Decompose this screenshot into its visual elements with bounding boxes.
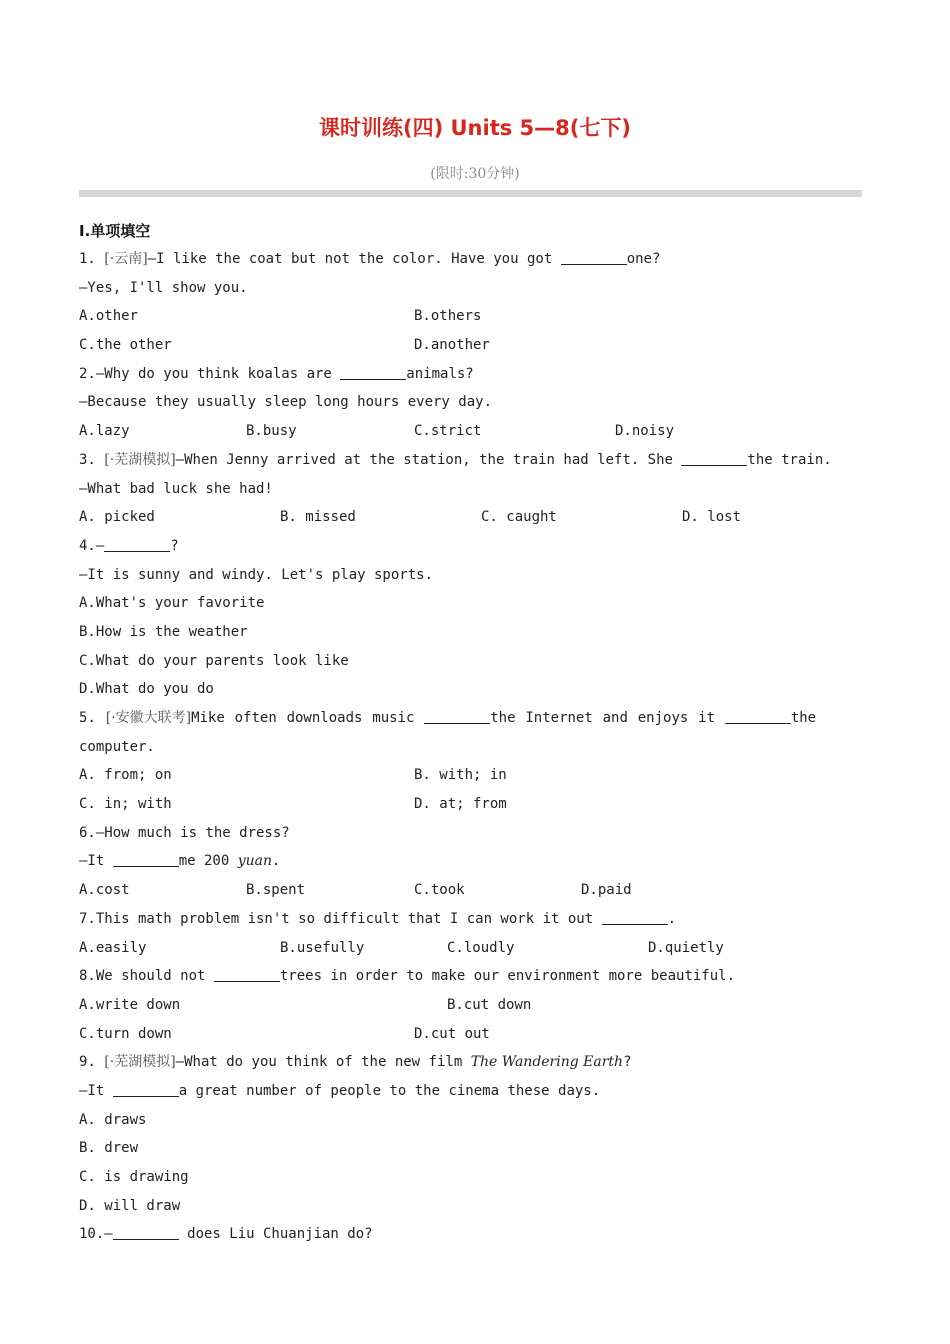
option-d: D.noisy: [615, 423, 675, 440]
option-a: A. picked: [79, 509, 155, 526]
question-list: [79, 245, 879, 1249]
option-c: C.turn down: [79, 1025, 172, 1042]
answer-blank: [113, 1224, 179, 1240]
question-5-options-cd: [79, 790, 879, 819]
question-7-options: [79, 934, 879, 963]
question-10: 10.— does Liu Chuanjian do?: [79, 1226, 373, 1243]
question-6: 6.—How much is the dress?: [79, 824, 290, 841]
answer-blank: [602, 909, 668, 925]
question-4: 4.— ?: [79, 537, 179, 554]
option-a: A.What's your favorite: [79, 595, 265, 612]
section-heading: Ⅰ.单项填空: [79, 222, 151, 240]
option-b: B. with; in: [414, 767, 507, 784]
answer-blank: [104, 536, 170, 552]
answer-blank: [681, 450, 747, 466]
film-title: The Wandering Earth: [470, 1054, 624, 1071]
question-9-answer: —It a great number of people to the cinema these days.: [79, 1082, 601, 1099]
question-2-answer: —Because they usually sleep long hours every day.: [79, 394, 493, 411]
option-d: D. lost: [682, 509, 742, 526]
option-a: A. draws: [79, 1111, 147, 1128]
question-5-options-ab: [79, 761, 879, 790]
option-b: B.busy: [246, 423, 297, 440]
question-1: 1. [·云南]—I like the coat but not the color. Have you got one?: [79, 251, 661, 267]
option-a: A.write down: [79, 996, 181, 1013]
answer-blank: [424, 708, 490, 724]
question-5: 5. [·安徽大联考]Mike often downloads music the Internet and enjoys it the: [79, 710, 817, 726]
question-3: 3. [·芜湖模拟]—When Jenny arrived at the station, the train had left. She the train.: [79, 451, 832, 468]
question-6-answer: —It me 200 yuan.: [79, 853, 281, 870]
option-c: C. caught: [481, 509, 557, 526]
time-limit: (限时:30分钟): [430, 166, 520, 182]
answer-blank: [561, 249, 627, 265]
question-2: 2.—Why do you think koalas are animals?: [79, 365, 474, 382]
answer-blank: [113, 851, 179, 867]
answer-blank: [113, 1081, 179, 1097]
header-divider: [79, 190, 862, 197]
question-8-options-cd: [79, 1020, 879, 1049]
option-b: B.How is the weather: [79, 623, 248, 640]
question-8: 8.We should not trees in order to make our environment more beautiful.: [79, 968, 736, 985]
option-d: D.another: [414, 337, 490, 354]
source-tag: [·安徽大联考]: [105, 710, 192, 726]
option-c: C.What do your parents look like: [79, 652, 349, 669]
question-9: 9. [·芜湖模拟]—What do you think of the new film The Wandering Earth?: [79, 1054, 632, 1071]
source-tag: [·芜湖模拟]: [104, 1054, 176, 1071]
option-c: C. is drawing: [79, 1169, 189, 1185]
option-b: B.spent: [246, 882, 306, 899]
source-tag: [·芜湖模拟]: [104, 451, 176, 468]
question-3-options: [79, 503, 879, 532]
option-b: B. missed: [280, 509, 356, 526]
question-8-options-ab: [79, 991, 879, 1020]
question-1-answer: —Yes, I'll show you.: [79, 279, 248, 296]
option-a: A. from; on: [79, 767, 172, 784]
question-3-answer: —What bad luck she had!: [79, 480, 273, 497]
option-a: A.lazy: [79, 423, 130, 440]
option-a: A.easily: [79, 939, 147, 956]
answer-blank: [725, 708, 791, 724]
option-c: C.loudly: [447, 939, 515, 956]
answer-blank: [340, 364, 406, 380]
option-d: D.quietly: [648, 939, 724, 956]
option-c: C.the other: [79, 337, 172, 354]
option-b: B. drew: [79, 1140, 139, 1157]
option-b: B.cut down: [447, 996, 532, 1013]
option-d: D.paid: [581, 882, 632, 899]
answer-blank: [214, 966, 280, 982]
question-5-continued: computer.: [79, 738, 155, 755]
question-1-options-cd: [79, 331, 879, 360]
source-tag: [·云南]: [104, 251, 148, 267]
option-c: C. in; with: [79, 796, 172, 813]
question-6-options: [79, 876, 879, 905]
option-d: D. will draw: [79, 1197, 181, 1214]
option-c: C.strict: [414, 423, 482, 440]
question-2-options: [79, 417, 879, 446]
question-7: 7.This math problem isn't so difficult that I can work it out .: [79, 910, 677, 927]
option-c: C.took: [414, 882, 465, 899]
option-d: D.cut out: [414, 1025, 490, 1042]
page-title: 课时训练(四) Units 5—8(七下): [319, 116, 631, 140]
question-4-answer: —It is sunny and windy. Let's play sports.: [79, 566, 434, 583]
option-d: D.What do you do: [79, 681, 214, 698]
option-d: D. at; from: [414, 796, 507, 813]
option-b: B.others: [414, 308, 482, 325]
option-b: B.usefully: [280, 939, 365, 956]
question-1-options-ab: [79, 302, 879, 331]
option-a: A.cost: [79, 882, 130, 899]
option-a: A.other: [79, 308, 139, 325]
